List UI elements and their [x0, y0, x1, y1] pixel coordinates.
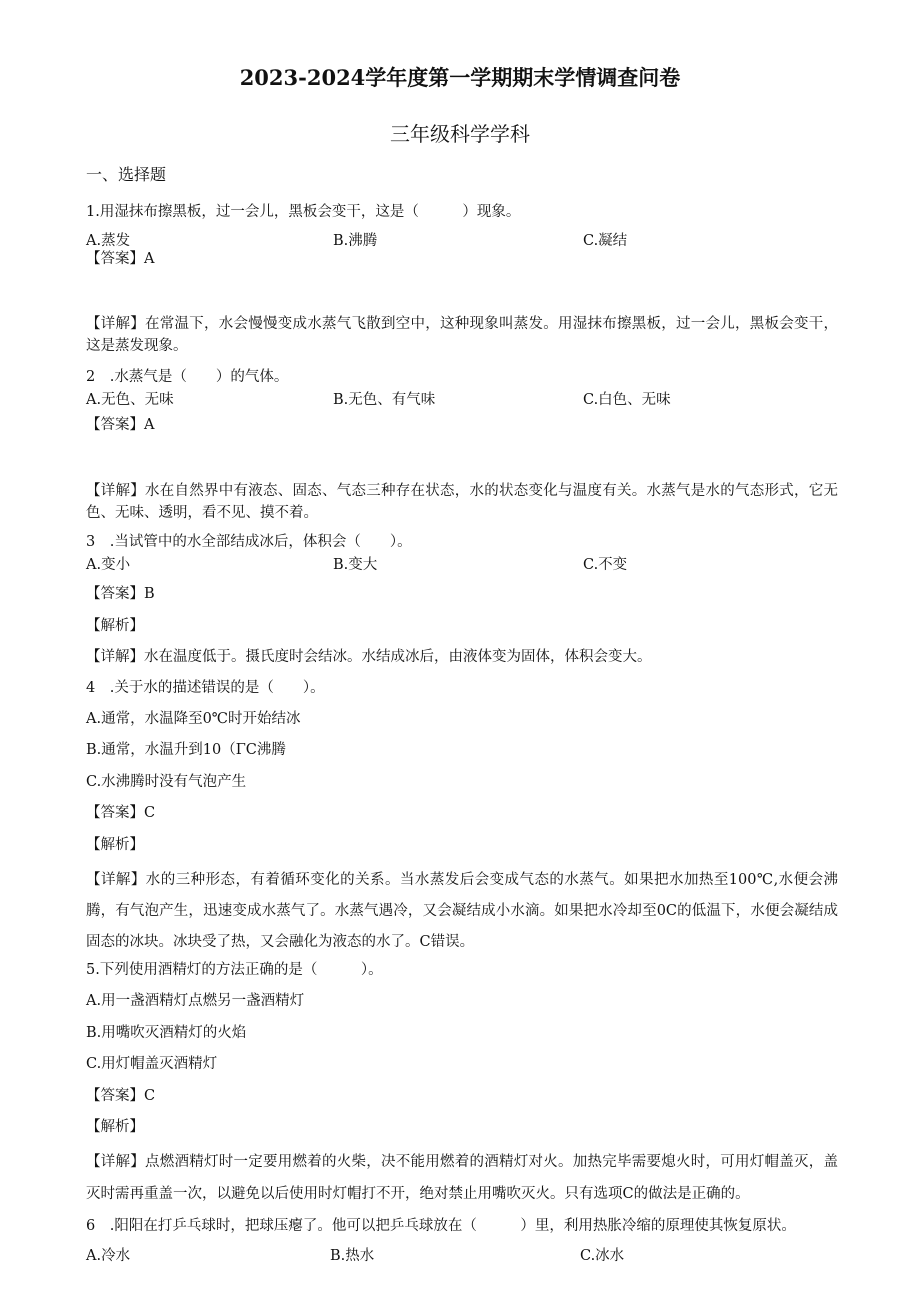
- option-a: A.变小: [86, 557, 131, 573]
- question-stem: 6 .阳阳在打乒乓球时，把球压瘪了。他可以把乒乓球放在（ ）里，利用热胀冷缩的原理使其恢复原状。: [86, 1218, 796, 1234]
- question-stem: 1.用湿抹布擦黑板，过一会儿，黑板会变干，这是（ ）现象。: [86, 204, 521, 220]
- option-c: C.用灯帽盖灭酒精灯: [86, 1056, 218, 1072]
- option-c: C.凝结: [583, 233, 628, 249]
- option-b: B.热水: [330, 1248, 375, 1264]
- answer-label: 【答案】A: [86, 417, 155, 433]
- question-stem: 4 .关于水的描述错误的是（ ）。: [86, 680, 325, 696]
- option-b: B.无色、有气味: [333, 392, 436, 408]
- option-a: A.用一盏酒精灯点燃另一盏酒精灯: [86, 993, 305, 1009]
- option-a: A.通常，水温降至0℃时开始结冰: [86, 711, 301, 727]
- answer-label: 【答案】C: [86, 1088, 156, 1104]
- option-c: C.冰水: [580, 1248, 625, 1264]
- exam-title: 2023-2024学年度第一学期期末学情调查问卷: [239, 65, 681, 90]
- answer-label: 【答案】C: [86, 805, 156, 821]
- option-b: B.变大: [333, 557, 378, 573]
- option-c: C.白色、无味: [583, 392, 671, 408]
- answer-label: 【答案】A: [86, 251, 155, 267]
- detail-text: 【详解】点燃酒精灯时一定要用燃着的火柴，决不能用燃着的酒精灯对火。加热完毕需要熄火时，可用灯帽盖灭，盖灭时需再重盖一次，以避免以后使用时灯帽打不开，绝对禁止用嘴吹灭火。只有选项C的做法是正确的。: [86, 1154, 838, 1202]
- detail-text: 【详解】水的三种形态，有着循环变化的关系。当水蒸发后会变成气态的水蒸气。如果把水加热至100℃,水便会沸腾，有气泡产生，迅速变成水蒸气了。水蒸气遇冷，又会凝结成小水滴。如果把水冷却至0C的低温下，水便会凝结成固态的冰块。冰块受了热，又会融化为液态的水了。C错误。: [86, 872, 838, 950]
- question-stem: 3 .当试管中的水全部结成冰后，体积会（ ）。: [86, 534, 412, 550]
- option-b: B.用嘴吹灭酒精灯的火焰: [86, 1025, 247, 1041]
- question-stem: 2 .水蒸气是（ ）的气体。: [86, 369, 289, 385]
- option-c: C.水沸腾时没有气泡产生: [86, 774, 247, 790]
- detail-text: 【详解】在常温下，水会慢慢变成水蒸气飞散到空中，这种现象叫蒸发。用湿抹布擦黑板，过一会儿，黑板会变干，这是蒸发现象。: [86, 316, 838, 354]
- analysis-label: 【解析】: [86, 1119, 144, 1135]
- option-a: A.冷水: [86, 1248, 131, 1264]
- answer-label: 【答案】B: [86, 586, 155, 602]
- analysis-label: 【解析】: [86, 618, 144, 634]
- question-stem: 5.下列使用酒精灯的方法正确的是（ ）。: [86, 962, 383, 978]
- option-a: A.无色、无味: [86, 392, 174, 408]
- option-a: A.蒸发: [86, 233, 131, 249]
- detail-text: 【详解】水在温度低于。摄氏度时会结冰。水结成冰后，由液体变为固体，体积会变大。: [86, 649, 652, 665]
- analysis-label: 【解析】: [86, 837, 144, 853]
- exam-subtitle: 三年级科学学科: [390, 122, 530, 146]
- option-b: B.通常，水温升到10（ΓC沸腾: [86, 742, 286, 758]
- option-b: B.沸腾: [333, 233, 378, 249]
- section-heading: 一、选择题: [86, 165, 167, 184]
- option-c: C.不变: [583, 557, 628, 573]
- detail-text: 【详解】水在自然界中有液态、固态、气态三种存在状态，水的状态变化与温度有关。水蒸气是水的气态形式，它无色、无味、透明，看不见、摸不着。: [86, 483, 838, 521]
